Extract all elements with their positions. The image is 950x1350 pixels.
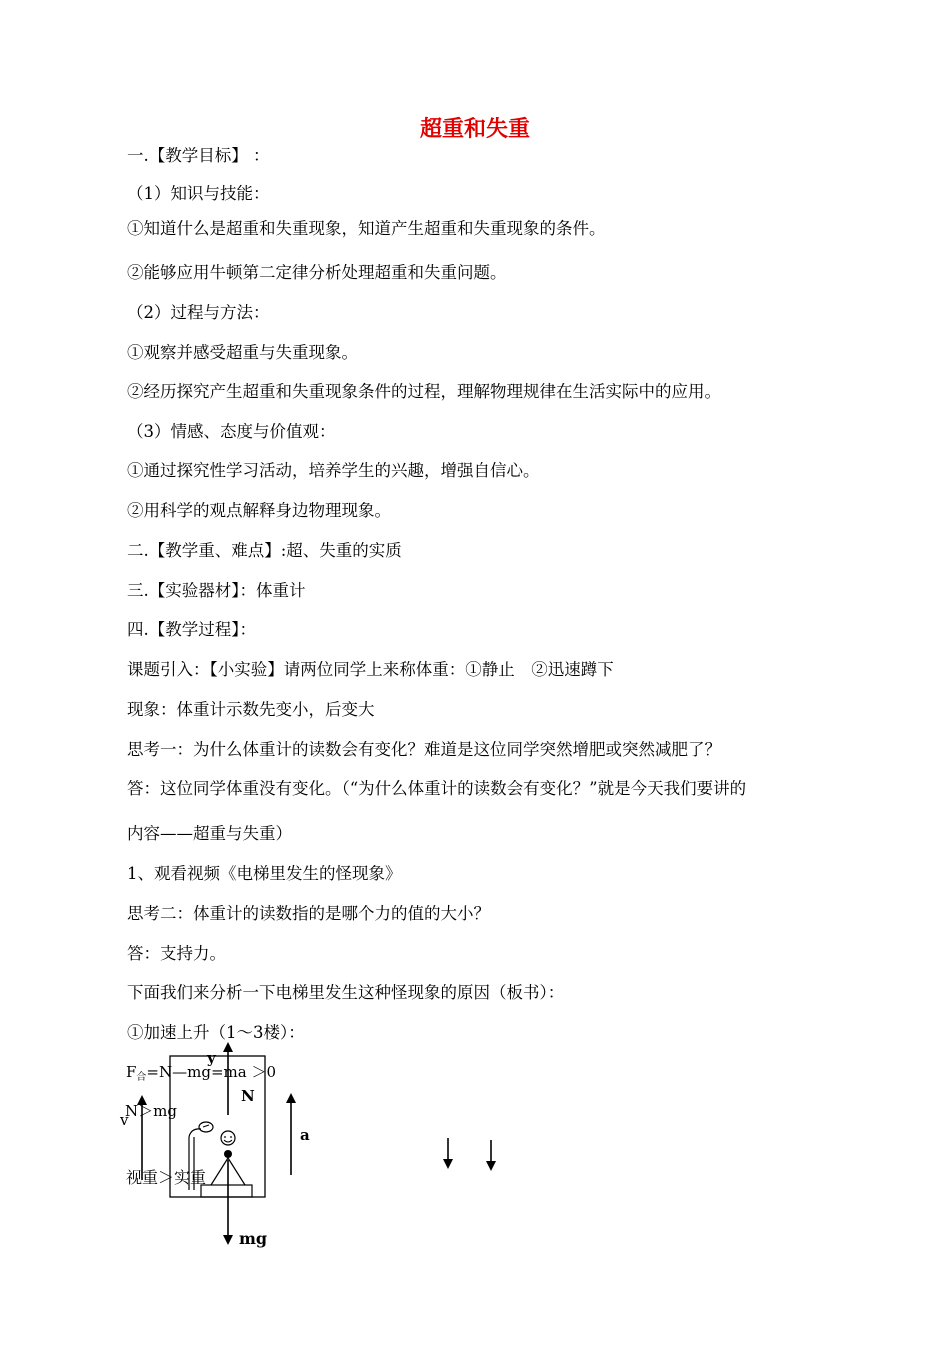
text-line: 思考二：体重计的读数指的是哪个力的值的大小？ (127, 904, 490, 923)
label-v: v (120, 1111, 129, 1129)
text-line: ①加速上升（1～3楼）： (127, 1023, 305, 1042)
text-line: 现象：体重计示数先变小，后变大 (127, 700, 375, 719)
label-n: N (241, 1087, 255, 1105)
label-y: y (207, 1049, 216, 1067)
scale-platform (201, 1185, 252, 1197)
text-line: 1、观看视频《电梯里发生的怪现象》 (127, 864, 402, 883)
text-line: 思考一：为什么体重计的读数会有变化？难道是这位同学突然增肥或突然减肥了？ (127, 740, 721, 759)
text-line: 内容——超重与失重） (127, 824, 292, 843)
text-line: ①观察并感受超重与失重现象。 (127, 343, 358, 362)
text-line: 答：支持力。 (127, 944, 226, 963)
text-line: ①知道什么是超重和失重现象，知道产生超重和失重现象的条件。 (127, 219, 606, 238)
text-line: ②用科学的观点解释身边物理现象。 (127, 501, 391, 520)
force-diagram (115, 1040, 535, 1255)
text-line: 下面我们来分析一下电梯里发生这种怪现象的原因（板书）： (127, 983, 565, 1002)
label-a: a (300, 1126, 310, 1144)
text-line: 课题引入：【小实验】请两位同学上来称体重：①静止 ②迅速蹲下 (127, 660, 614, 679)
subsection-knowledge: （1）知识与技能： (127, 184, 270, 203)
section-equipment: 三.【实验器材】：体重计 (127, 581, 306, 600)
equation-net-force: $F_合=N—mg=ma >0$ (126, 1063, 276, 1083)
section-key-points: 二.【教学重、难点】:超、失重的实质 (127, 541, 402, 560)
page-title: 超重和失重 (419, 116, 530, 142)
label-mg: mg (239, 1229, 268, 1248)
text-line: ②能够应用牛顿第二定律分析处理超重和失重问题。 (127, 263, 507, 282)
person-head (221, 1131, 235, 1145)
equation-normal-force: N＞mg (125, 1102, 177, 1120)
section-goals-heading: 一.【教学目标】 ： (127, 146, 270, 165)
text-line: ②经历探究产生超重和失重现象条件的过程，理解物理规律在生活实际中的应用。 (127, 382, 721, 401)
text-line: ①通过探究性学习活动，培养学生的兴趣，增强自信心。 (127, 461, 540, 480)
equation-apparent-weight: 视重＞实重 (126, 1168, 207, 1187)
subsection-process: （2）过程与方法： (127, 303, 270, 322)
text-line: 答：这位同学体重没有变化。（“为什么体重计的读数会有变化？”就是今天我们要讲的 (127, 779, 747, 798)
center-of-mass (224, 1150, 232, 1158)
subsection-attitude: （3）情感、态度与价值观： (127, 422, 336, 441)
section-process: 四.【教学过程】： (127, 620, 256, 639)
stand-dial (199, 1122, 213, 1132)
